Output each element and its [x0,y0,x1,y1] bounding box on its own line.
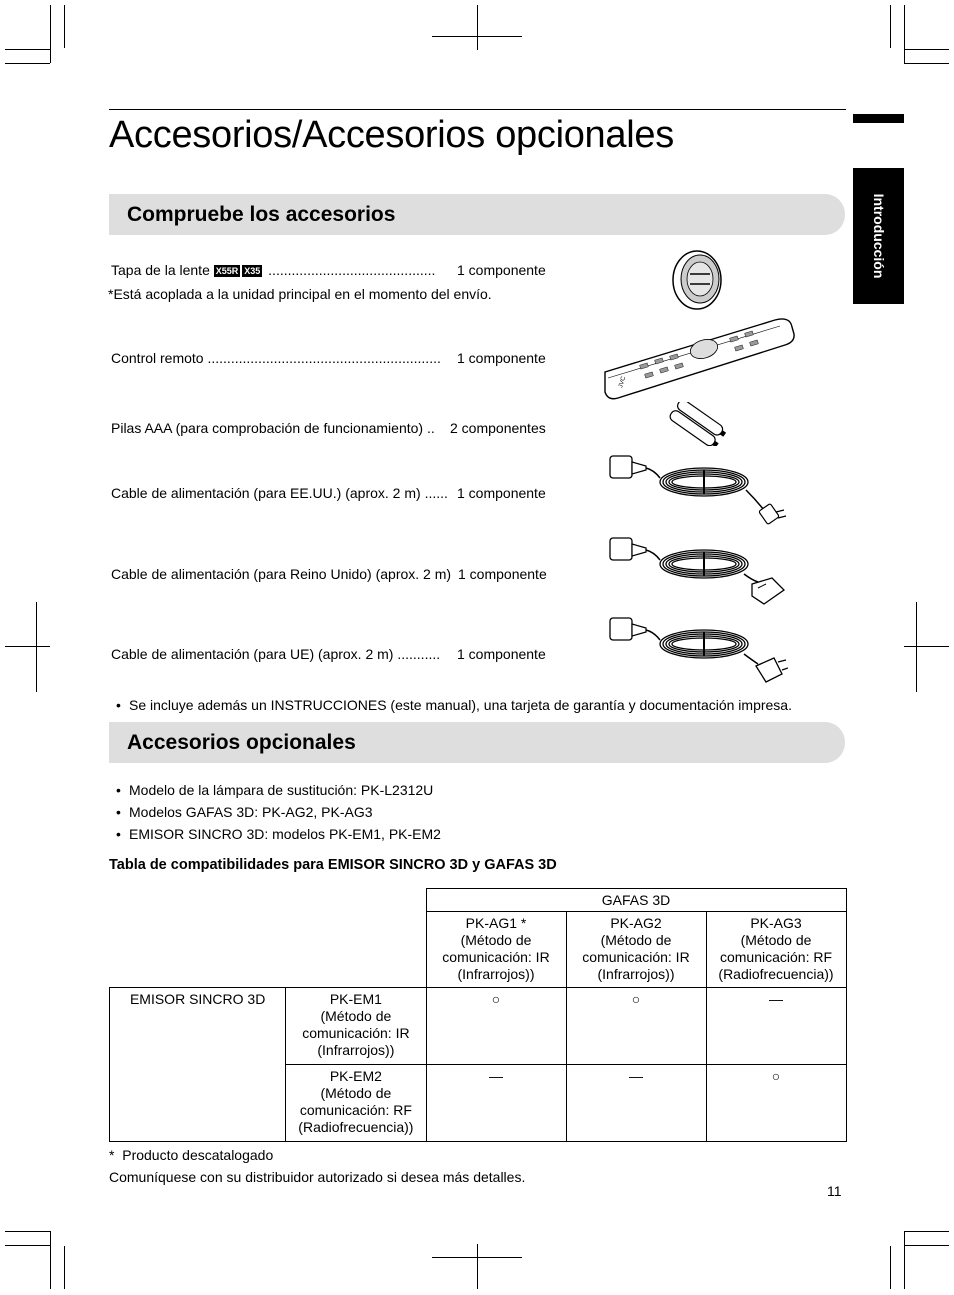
item-qty: 1 componente [457,350,546,366]
table-row-header: PK-EM1 (Método de comunicación: IR (Infrarrojos)) [286,988,426,1065]
table-col-header: PK-AG2 (Método de comunicación: IR (Infrarrojos)) [566,912,706,988]
item-cable-us: Cable de alimentación (para EE.UU.) (aprox. 2 m) ...... [111,485,448,501]
table-cell: ○ [706,1065,846,1142]
model-badge-x35: X35 [244,266,261,276]
page-number: 11 [827,1183,842,1199]
item-cable-uk: Cable de alimentación (para Reino Unido) (aprox. 2 m) [111,566,452,582]
section-header-optional [109,722,845,763]
bullet-lamp: • Modelo de la lámpara de sustitución: PK-L2312U [116,782,434,798]
section-header-accessories [109,194,845,235]
item-lens-cap: Tapa de la lente X55R X35 ........................................... [111,262,436,278]
table-cell: — [566,1065,706,1142]
power-cable-eu-icon [606,614,788,690]
item-qty: 1 componente [458,566,547,582]
item-qty: 1 componente [457,262,546,278]
item-qty: 1 componente [457,485,546,501]
model-badge-x55r: X55R [215,266,239,276]
batteries-icon [664,402,732,446]
table-title: Tabla de compatibilidades para EMISOR SINCRO 3D y GAFAS 3D [109,857,557,873]
table-row-group: EMISOR SINCRO 3D [110,988,286,1142]
power-cable-uk-icon [606,534,788,610]
remote-control-icon [600,312,795,402]
table-cell: ○ [426,988,566,1065]
side-tab-label: Introducción [870,193,887,279]
table-cell: — [706,988,846,1065]
contact-note: Comuníquese con su distribuidor autorizado si desea más detalles. [109,1169,526,1185]
title-rule [109,109,846,110]
power-cable-us-icon [606,452,788,528]
table-row-header: PK-EM2 (Método de comunicación: RF (Radiofrecuencia)) [286,1065,426,1142]
item-qty: 2 componentes [450,420,546,436]
table-cell: ○ [566,988,706,1065]
table-group-header: GAFAS 3D [426,889,846,912]
table-cell: — [426,1065,566,1142]
bullet-emitter: • EMISOR SINCRO 3D: modelos PK-EM1, PK-EM2 [116,826,441,842]
item-batteries: Pilas AAA (para comprobación de funcionamiento) .. [111,420,435,436]
table-col-header: PK-AG3 (Método de comunicación: RF (Radiofrecuencia)) [706,912,846,988]
bullet-included: • Se incluye además un INSTRUCCIONES (este manual), una tarjeta de garantía y documentación impresa. [116,697,792,713]
page-title: Accesorios/Accesorios opcionales [109,114,674,156]
item-cable-eu: Cable de alimentación (para UE) (aprox. 2 m) ........... [111,646,441,662]
item-remote: Control remoto ............................................................ [111,350,441,366]
svg-text:JVC: JVC [618,375,628,389]
item-qty: 1 componente [457,646,546,662]
side-tab [853,168,904,304]
compatibility-table [109,888,847,1142]
lens-cap-icon [668,248,726,312]
table-col-header: PK-AG1 * (Método de comunicación: IR (Infrarrojos)) [426,912,566,988]
side-bar [853,114,904,123]
footnote: * Producto descatalogado [109,1147,274,1163]
bullet-glasses: • Modelos GAFAS 3D: PK-AG2, PK-AG3 [116,804,373,820]
section-heading: Accesorios opcionales [127,731,356,754]
section-heading: Compruebe los accesorios [127,203,396,226]
item-note: *Está acoplada a la unidad principal en el momento del envío. [108,286,492,302]
